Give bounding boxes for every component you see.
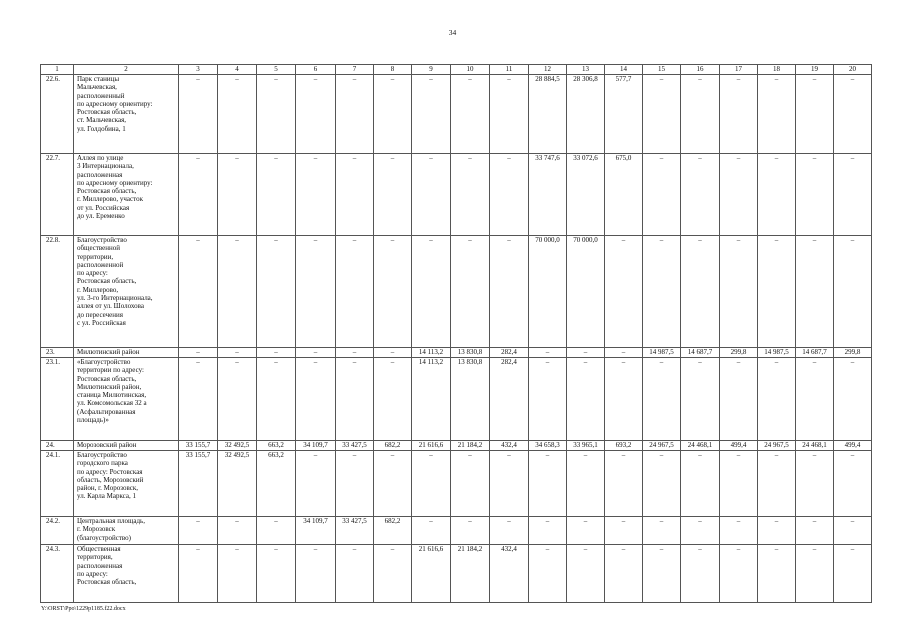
value-cell: –: [490, 451, 529, 517]
value-cell: 299,8: [720, 348, 758, 358]
value-cell: –: [643, 451, 681, 517]
value-cell: –: [412, 75, 451, 154]
value-cell: –: [720, 451, 758, 517]
value-cell: –: [336, 236, 374, 348]
value-cell: –: [257, 517, 296, 545]
value-cell: –: [834, 75, 872, 154]
value-cell: –: [643, 545, 681, 603]
object-name: Центральная площадь, г. Морозовск (благоустройство): [74, 517, 179, 545]
value-cell: –: [218, 348, 257, 358]
value-cell: –: [796, 517, 834, 545]
value-cell: –: [567, 517, 605, 545]
value-cell: 21 184,2: [451, 441, 490, 451]
value-cell: –: [374, 75, 412, 154]
value-cell: –: [529, 358, 567, 441]
value-cell: –: [796, 545, 834, 603]
value-cell: –: [681, 451, 720, 517]
value-cell: –: [643, 517, 681, 545]
value-cell: –: [529, 517, 567, 545]
value-cell: 663,2: [257, 451, 296, 517]
value-cell: –: [296, 358, 336, 441]
value-cell: –: [179, 358, 218, 441]
value-cell: –: [374, 154, 412, 236]
value-cell: –: [490, 236, 529, 348]
value-cell: 299,8: [834, 348, 872, 358]
object-name: «Благоустройство территории по адресу: Ростовская область, Милютинский район, станица Милютинская, ул. Комсомольская 32 а (Асфальтированная площадь)»: [74, 358, 179, 441]
value-cell: 499,4: [720, 441, 758, 451]
row-number: 22.7.: [41, 154, 74, 236]
value-cell: –: [257, 348, 296, 358]
value-cell: –: [758, 358, 796, 441]
value-cell: 21 616,6: [412, 441, 451, 451]
column-number-cell: 6: [296, 65, 336, 75]
value-cell: 14 687,7: [796, 348, 834, 358]
row-number: 23.: [41, 348, 74, 358]
value-cell: –: [720, 358, 758, 441]
value-cell: 34 109,7: [296, 441, 336, 451]
value-cell: –: [834, 451, 872, 517]
value-cell: 24 967,5: [643, 441, 681, 451]
value-cell: –: [296, 451, 336, 517]
value-cell: –: [605, 348, 643, 358]
value-cell: –: [720, 236, 758, 348]
value-cell: –: [834, 154, 872, 236]
value-cell: –: [681, 358, 720, 441]
row-number: 24.1.: [41, 451, 74, 517]
object-name: Благоустройство общественной территории, расположенной по адресу: Ростовская область, г. Миллерово, ул. 3-го Интернационала, аллея от ул. Шолохова до пересечения с ул. Российская: [74, 236, 179, 348]
value-cell: –: [490, 75, 529, 154]
column-number-cell: 11: [490, 65, 529, 75]
value-cell: 33 155,7: [179, 451, 218, 517]
value-cell: –: [758, 451, 796, 517]
value-cell: –: [529, 545, 567, 603]
column-number-cell: 15: [643, 65, 681, 75]
object-name: Морозовский район: [74, 441, 179, 451]
value-cell: –: [179, 545, 218, 603]
value-cell: 14 687,7: [681, 348, 720, 358]
value-cell: 282,4: [490, 348, 529, 358]
value-cell: –: [643, 154, 681, 236]
value-cell: –: [179, 348, 218, 358]
row-number: 22.6.: [41, 75, 74, 154]
value-cell: –: [758, 517, 796, 545]
value-cell: –: [412, 154, 451, 236]
value-cell: –: [605, 545, 643, 603]
value-cell: –: [681, 236, 720, 348]
value-cell: –: [758, 545, 796, 603]
value-cell: –: [336, 348, 374, 358]
value-cell: 432,4: [490, 441, 529, 451]
value-cell: 24 967,5: [758, 441, 796, 451]
value-cell: –: [681, 545, 720, 603]
value-cell: 21 616,6: [412, 545, 451, 603]
value-cell: 33 155,7: [179, 441, 218, 451]
value-cell: 432,4: [490, 545, 529, 603]
column-number-cell: 5: [257, 65, 296, 75]
row-number: 24.: [41, 441, 74, 451]
page-number: 34: [448, 28, 457, 37]
value-cell: –: [796, 358, 834, 441]
column-number-cell: 18: [758, 65, 796, 75]
table-row: [41, 348, 872, 358]
object-name: Благоустройство городского парка по адресу: Ростовская область, Морозовский район, г. Морозовск, ул. Карла Маркса, 1: [74, 451, 179, 517]
value-cell: –: [336, 451, 374, 517]
value-cell: 499,4: [834, 441, 872, 451]
value-cell: 33 427,5: [336, 517, 374, 545]
column-number-cell: 9: [412, 65, 451, 75]
value-cell: –: [451, 154, 490, 236]
value-cell: –: [758, 75, 796, 154]
value-cell: 24 468,1: [681, 441, 720, 451]
value-cell: –: [529, 348, 567, 358]
table-row: [41, 517, 872, 545]
value-cell: –: [834, 545, 872, 603]
column-number-cell: 10: [451, 65, 490, 75]
table-row: [41, 75, 872, 154]
row-number: 24.3.: [41, 545, 74, 603]
value-cell: 14 987,5: [643, 348, 681, 358]
value-cell: –: [451, 517, 490, 545]
value-cell: –: [296, 236, 336, 348]
value-cell: –: [179, 517, 218, 545]
object-name: Аллея по улице 3 Интернационала, расположенная по адресному ориентиру: Ростовская область, г. Миллерово, участок от ул. Российская до ул. Еременко: [74, 154, 179, 236]
column-number-row: [41, 65, 872, 75]
value-cell: –: [412, 451, 451, 517]
table-row: [41, 441, 872, 451]
value-cell: –: [567, 545, 605, 603]
column-number-cell: 16: [681, 65, 720, 75]
column-number-cell: 7: [336, 65, 374, 75]
value-cell: 24 468,1: [796, 441, 834, 451]
row-number: 23.1.: [41, 358, 74, 441]
value-cell: –: [257, 358, 296, 441]
value-cell: –: [218, 517, 257, 545]
value-cell: –: [567, 358, 605, 441]
value-cell: –: [374, 348, 412, 358]
value-cell: –: [257, 154, 296, 236]
table-row: [41, 236, 872, 348]
value-cell: –: [643, 358, 681, 441]
value-cell: –: [758, 154, 796, 236]
value-cell: –: [218, 358, 257, 441]
value-cell: 70 000,0: [567, 236, 605, 348]
value-cell: –: [796, 451, 834, 517]
value-cell: 33 747,6: [529, 154, 567, 236]
value-cell: –: [296, 75, 336, 154]
value-cell: –: [374, 236, 412, 348]
value-cell: 28 884,5: [529, 75, 567, 154]
value-cell: –: [218, 75, 257, 154]
column-number-cell: 8: [374, 65, 412, 75]
value-cell: –: [643, 236, 681, 348]
value-cell: 14 113,2: [412, 348, 451, 358]
value-cell: –: [720, 75, 758, 154]
value-cell: –: [336, 545, 374, 603]
object-name: Парк станицы Мальчевская, расположенный по адресному ориентиру: Ростовская область, ст. Мальчевская, ул. Голдобина, 1: [74, 75, 179, 154]
value-cell: –: [218, 154, 257, 236]
value-cell: –: [567, 348, 605, 358]
value-cell: 14 113,2: [412, 358, 451, 441]
table-row: [41, 154, 872, 236]
value-cell: –: [834, 358, 872, 441]
value-cell: 34 658,3: [529, 441, 567, 451]
column-number-cell: 12: [529, 65, 567, 75]
value-cell: –: [451, 75, 490, 154]
value-cell: –: [681, 75, 720, 154]
value-cell: –: [218, 545, 257, 603]
value-cell: –: [296, 154, 336, 236]
value-cell: 14 987,5: [758, 348, 796, 358]
value-cell: –: [412, 236, 451, 348]
value-cell: –: [296, 545, 336, 603]
value-cell: 33 072,6: [567, 154, 605, 236]
value-cell: 28 306,8: [567, 75, 605, 154]
value-cell: –: [336, 154, 374, 236]
value-cell: –: [179, 236, 218, 348]
value-cell: –: [374, 545, 412, 603]
value-cell: –: [490, 517, 529, 545]
column-number-cell: 20: [834, 65, 872, 75]
value-cell: –: [605, 451, 643, 517]
value-cell: 282,4: [490, 358, 529, 441]
value-cell: –: [796, 236, 834, 348]
value-cell: 577,7: [605, 75, 643, 154]
file-path-footer: Y:\ORST\Ppo\1229p1185.f22.docx: [41, 606, 126, 612]
value-cell: –: [257, 545, 296, 603]
value-cell: –: [374, 451, 412, 517]
column-number-cell: 19: [796, 65, 834, 75]
value-cell: –: [720, 545, 758, 603]
value-cell: –: [257, 236, 296, 348]
value-cell: –: [605, 236, 643, 348]
value-cell: –: [451, 451, 490, 517]
value-cell: –: [567, 451, 605, 517]
value-cell: 682,2: [374, 441, 412, 451]
value-cell: –: [257, 75, 296, 154]
value-cell: –: [529, 451, 567, 517]
value-cell: 693,2: [605, 441, 643, 451]
column-number-cell: 1: [41, 65, 74, 75]
object-name: Милютинский район: [74, 348, 179, 358]
value-cell: –: [796, 75, 834, 154]
row-number: 22.8.: [41, 236, 74, 348]
value-cell: 682,2: [374, 517, 412, 545]
value-cell: 663,2: [257, 441, 296, 451]
value-cell: –: [336, 358, 374, 441]
column-number-cell: 2: [74, 65, 179, 75]
value-cell: –: [796, 154, 834, 236]
value-cell: 13 830,8: [451, 358, 490, 441]
value-cell: –: [451, 236, 490, 348]
budget-table: [40, 64, 872, 603]
value-cell: –: [834, 517, 872, 545]
value-cell: 32 492,5: [218, 441, 257, 451]
column-number-cell: 4: [218, 65, 257, 75]
column-number-cell: 17: [720, 65, 758, 75]
value-cell: –: [643, 75, 681, 154]
row-number: 24.2.: [41, 517, 74, 545]
value-cell: –: [296, 348, 336, 358]
column-number-cell: 13: [567, 65, 605, 75]
value-cell: –: [218, 236, 257, 348]
value-cell: –: [179, 154, 218, 236]
value-cell: 21 184,2: [451, 545, 490, 603]
value-cell: 675,0: [605, 154, 643, 236]
value-cell: –: [374, 358, 412, 441]
value-cell: 32 492,5: [218, 451, 257, 517]
table-row: [41, 451, 872, 517]
table-row: [41, 358, 872, 441]
value-cell: –: [758, 236, 796, 348]
value-cell: –: [412, 517, 451, 545]
table-row: [41, 545, 872, 603]
value-cell: 33 427,5: [336, 441, 374, 451]
value-cell: –: [720, 154, 758, 236]
value-cell: –: [834, 236, 872, 348]
object-name: Общественная территория, расположенная по адресу: Ростовская область,: [74, 545, 179, 603]
value-cell: –: [605, 358, 643, 441]
value-cell: 13 830,8: [451, 348, 490, 358]
value-cell: –: [681, 154, 720, 236]
value-cell: 70 000,0: [529, 236, 567, 348]
column-number-cell: 3: [179, 65, 218, 75]
value-cell: –: [720, 517, 758, 545]
value-cell: –: [681, 517, 720, 545]
value-cell: –: [336, 75, 374, 154]
value-cell: –: [179, 75, 218, 154]
value-cell: –: [605, 517, 643, 545]
column-number-cell: 14: [605, 65, 643, 75]
value-cell: –: [490, 154, 529, 236]
value-cell: 33 965,1: [567, 441, 605, 451]
value-cell: 34 109,7: [296, 517, 336, 545]
